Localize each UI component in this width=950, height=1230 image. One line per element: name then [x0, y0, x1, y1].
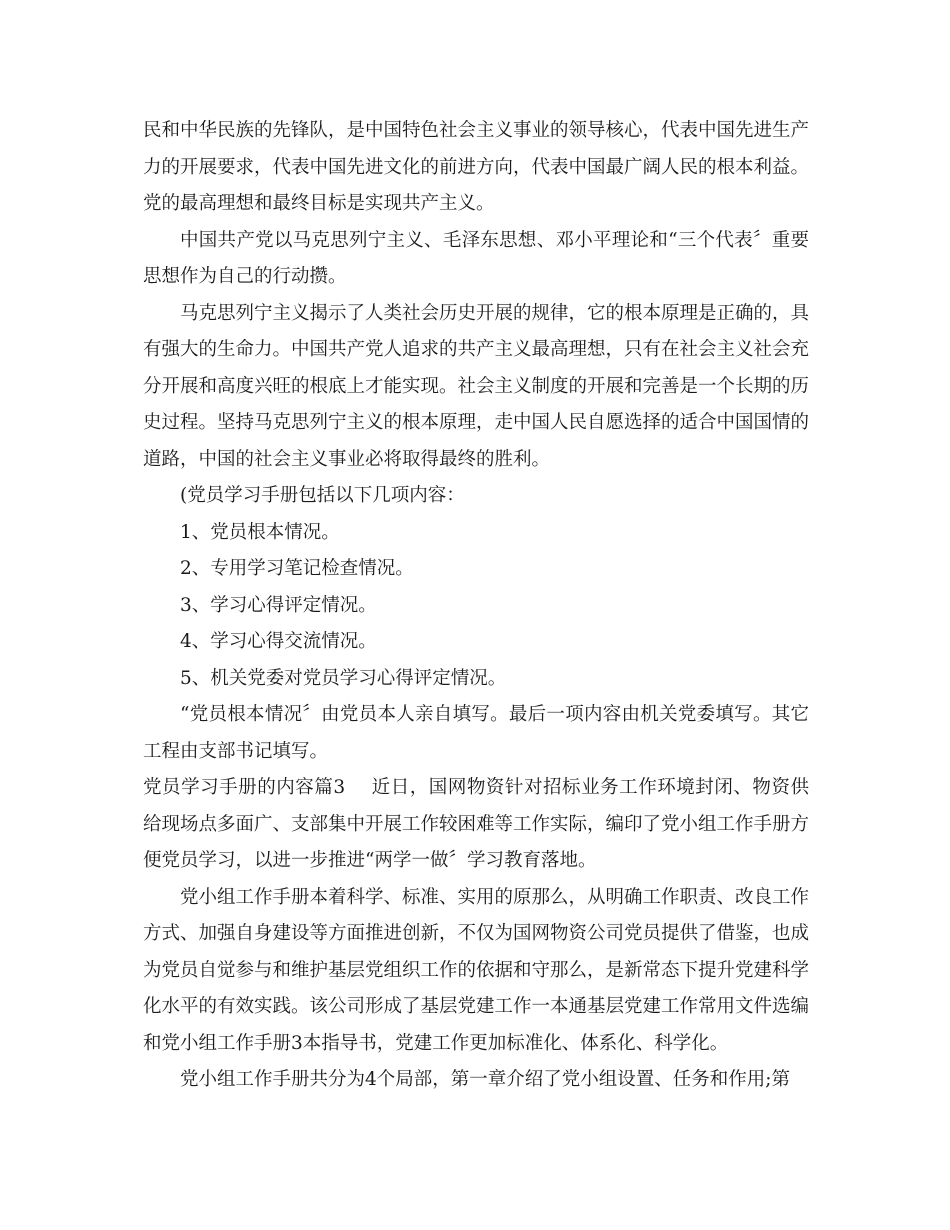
paragraph: 党小组工作手册本着科学、标准、实用的原那么，从明确工作职责、改良工作方式、加强自身建设等方面推进创新，不仅为国网物资公司党员提供了借鉴，也成为党员自觉参与和维护基层党组织工作的依据和守那么，是新常态下提升党建科学化水平的有效实践。该公司形成了基层党建工作一本通基层党建工作常用文件选编和党小组工作手册3本指导书，党建工作更加标准化、体系化、科学化。 — [143, 886, 810, 1054]
paragraph: “党员根本情况〞由党员本人亲自填写。最后一项内容由机关党委填写。其它工程由支部书记填写。 — [143, 704, 809, 762]
list-intro: (党员学习手册包括以下几项内容： — [180, 485, 465, 506]
list-item: 5、机关党委对党员学习心得评定情况。 — [180, 667, 507, 689]
paragraph: 马克思列宁主义揭示了人类社会历史开展的规律，它的根本原理是正确的，具有强大的生命力。中国共产党人追求的共产主义最高理想，只有在社会主义社会充分开展和高度兴旺的根底上才能实现。社会主义制度的开展和完善是一个长期的历史过程。坚持马克思列宁主义的根本原理，走中国人民自愿选择的适合中国国情的道路，中国的社会主义事业必将取得最终的胜利。 — [143, 302, 810, 470]
list-item: 3、学习心得评定情况。 — [180, 594, 377, 616]
list-item: 2、专用学习笔记检查情况。 — [180, 558, 414, 579]
list-item: 4、学习心得交流情况。 — [180, 631, 377, 652]
paragraph: 民和中华民族的先锋队，是中国特色社会主义事业的领导核心，代表中国先进生产力的开展要求，代表中国先进文化的前进方向，代表中国最广阔人民的根本利益。党的最高理想和最终目标是实现共产主义。 — [143, 120, 810, 214]
paragraph: 中国共产党以马克思列宁主义、毛泽东思想、邓小平理论和“三个代表〞重要思想作为自己的行动攒。 — [143, 229, 809, 287]
list-item: 1、党员根本情况。 — [180, 521, 340, 543]
paragraph: 党小组工作手册共分为4个局部，第一章介绍了党小组设置、任务和作用;第 — [180, 1069, 791, 1090]
section-first-paragraph-text: 近日，国网物资针对招标业务工作环境封闭、物资供给现场点多面广、支部集中开展工作较困难等工作实际，编印了党小组工作手册方便党员学习，以进一步推进“两学一做〞学习教育落地。 — [143, 777, 810, 871]
section-paragraph — [143, 770, 809, 880]
document-page — [143, 113, 809, 1099]
section-heading: 党员学习手册的内容篇3 — [143, 777, 346, 798]
